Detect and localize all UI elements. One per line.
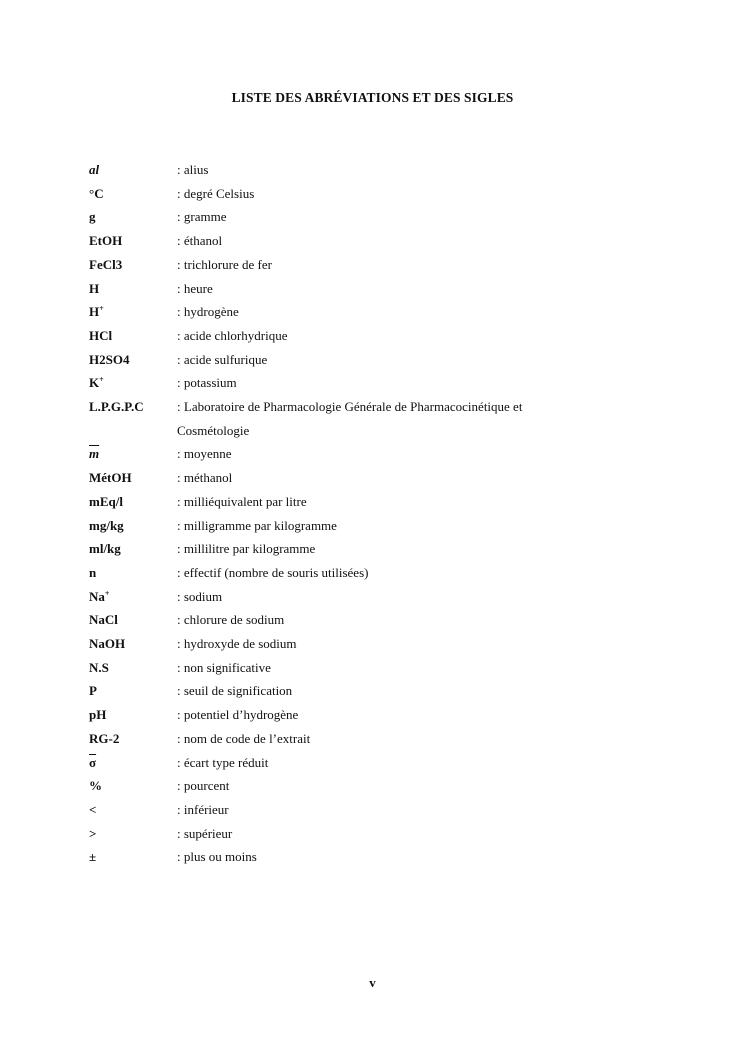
definition: : pourcent bbox=[177, 774, 689, 798]
abbreviation: HCl bbox=[89, 327, 113, 343]
list-item bbox=[89, 608, 689, 632]
list-item bbox=[89, 158, 689, 182]
abbreviation: K+ bbox=[89, 375, 104, 391]
list-item bbox=[89, 395, 689, 419]
list-item bbox=[89, 656, 689, 680]
definition: : gramme bbox=[177, 205, 689, 229]
definition: : milligramme par kilogramme bbox=[177, 514, 689, 538]
list-item bbox=[89, 514, 689, 538]
definition: : heure bbox=[177, 277, 689, 301]
list-item-continuation bbox=[89, 419, 689, 443]
abbreviation: H bbox=[89, 280, 100, 296]
abbreviation: RG-2 bbox=[89, 730, 120, 746]
definition: : méthanol bbox=[177, 466, 689, 490]
list-item bbox=[89, 845, 689, 869]
abbreviation: > bbox=[89, 825, 97, 841]
definition: : éthanol bbox=[177, 229, 689, 253]
definition: : hydroxyde de sodium bbox=[177, 632, 689, 656]
abbreviation: % bbox=[89, 778, 102, 794]
list-item bbox=[89, 727, 689, 751]
list-item bbox=[89, 822, 689, 846]
definition: : non significative bbox=[177, 656, 689, 680]
definition: : potentiel d’hydrogène bbox=[177, 703, 689, 727]
list-item bbox=[89, 561, 689, 585]
definition: : chlorure de sodium bbox=[177, 608, 689, 632]
list-item bbox=[89, 703, 689, 727]
abbreviation: $\overline{\sigma}$ bbox=[89, 754, 97, 770]
abbreviation: NaOH bbox=[89, 636, 126, 652]
definition: : supérieur bbox=[177, 822, 689, 846]
abbreviation: al bbox=[89, 162, 100, 177]
abbreviation-empty bbox=[89, 419, 177, 443]
abbreviation: g bbox=[89, 209, 96, 225]
abbreviation: ± bbox=[89, 849, 97, 865]
definition: : hydrogène bbox=[177, 300, 689, 324]
abbreviation: mEq/l bbox=[89, 493, 123, 509]
list-item bbox=[89, 585, 689, 609]
list-item bbox=[89, 679, 689, 703]
list-item bbox=[89, 632, 689, 656]
abbreviation: H+ bbox=[89, 304, 104, 320]
abbreviation: L.P.G.P.C bbox=[89, 399, 144, 415]
definition: : écart type réduit bbox=[177, 751, 689, 775]
abbreviation: MétOH bbox=[89, 470, 132, 486]
abbreviation: $\overline{m}$ bbox=[89, 446, 100, 462]
list-item bbox=[89, 253, 689, 277]
list-item bbox=[89, 751, 689, 775]
definition: : potassium bbox=[177, 371, 689, 395]
list-item bbox=[89, 277, 689, 301]
definition: : degré Celsius bbox=[177, 182, 689, 206]
definition: : effectif (nombre de souris utilisées) bbox=[177, 561, 689, 585]
definition: : seuil de signification bbox=[177, 679, 689, 703]
page-number: v bbox=[369, 975, 376, 990]
definition: : moyenne bbox=[177, 442, 689, 466]
definition-continuation: Cosmétologie bbox=[177, 422, 250, 438]
definition: : alius bbox=[177, 158, 689, 182]
definition: : millilitre par kilogramme bbox=[177, 537, 689, 561]
list-item bbox=[89, 798, 689, 822]
definition: : acide sulfurique bbox=[177, 348, 689, 372]
page-title: LISTE DES ABRÉVIATIONS ET DES SIGLES bbox=[231, 90, 514, 105]
superscript: + bbox=[99, 304, 104, 314]
abbreviation: FeCl3 bbox=[89, 256, 123, 272]
definition: : nom de code de l’extrait bbox=[177, 727, 689, 751]
abbreviation: ml/kg bbox=[89, 541, 121, 557]
abbreviation: EtOH bbox=[89, 233, 123, 249]
definition: : sodium bbox=[177, 585, 689, 609]
abbreviation: n bbox=[89, 564, 97, 580]
definition: : milliéquivalent par litre bbox=[177, 490, 689, 514]
superscript: + bbox=[104, 588, 110, 598]
list-item bbox=[89, 300, 689, 324]
abbreviation: P bbox=[89, 683, 97, 699]
list-item bbox=[89, 371, 689, 395]
definition: : plus ou moins bbox=[177, 845, 689, 869]
abbreviation: pH bbox=[89, 707, 107, 723]
abbreviation: H2SO4 bbox=[89, 351, 130, 367]
list-item bbox=[89, 182, 689, 206]
abbreviation: N.S bbox=[89, 659, 109, 675]
list-item bbox=[89, 490, 689, 514]
definition: : trichlorure de fer bbox=[177, 253, 689, 277]
list-item bbox=[89, 774, 689, 798]
definition: : acide chlorhydrique bbox=[177, 324, 689, 348]
list-item bbox=[89, 466, 689, 490]
abbreviation: NaCl bbox=[89, 612, 118, 628]
list-item bbox=[89, 205, 689, 229]
abbreviation-list bbox=[89, 158, 689, 869]
abbreviation: °C bbox=[89, 185, 104, 201]
superscript: + bbox=[99, 375, 104, 385]
list-item bbox=[89, 324, 689, 348]
list-item bbox=[89, 442, 689, 466]
definition: : inférieur bbox=[177, 798, 689, 822]
definition: : Laboratoire de Pharmacologie Générale de Pharmacocinétique et bbox=[177, 395, 689, 419]
abbreviation: Na+ bbox=[89, 588, 110, 604]
list-item bbox=[89, 229, 689, 253]
list-item bbox=[89, 348, 689, 372]
abbreviation: < bbox=[89, 801, 97, 817]
list-item bbox=[89, 537, 689, 561]
abbreviation: mg/kg bbox=[89, 517, 124, 533]
